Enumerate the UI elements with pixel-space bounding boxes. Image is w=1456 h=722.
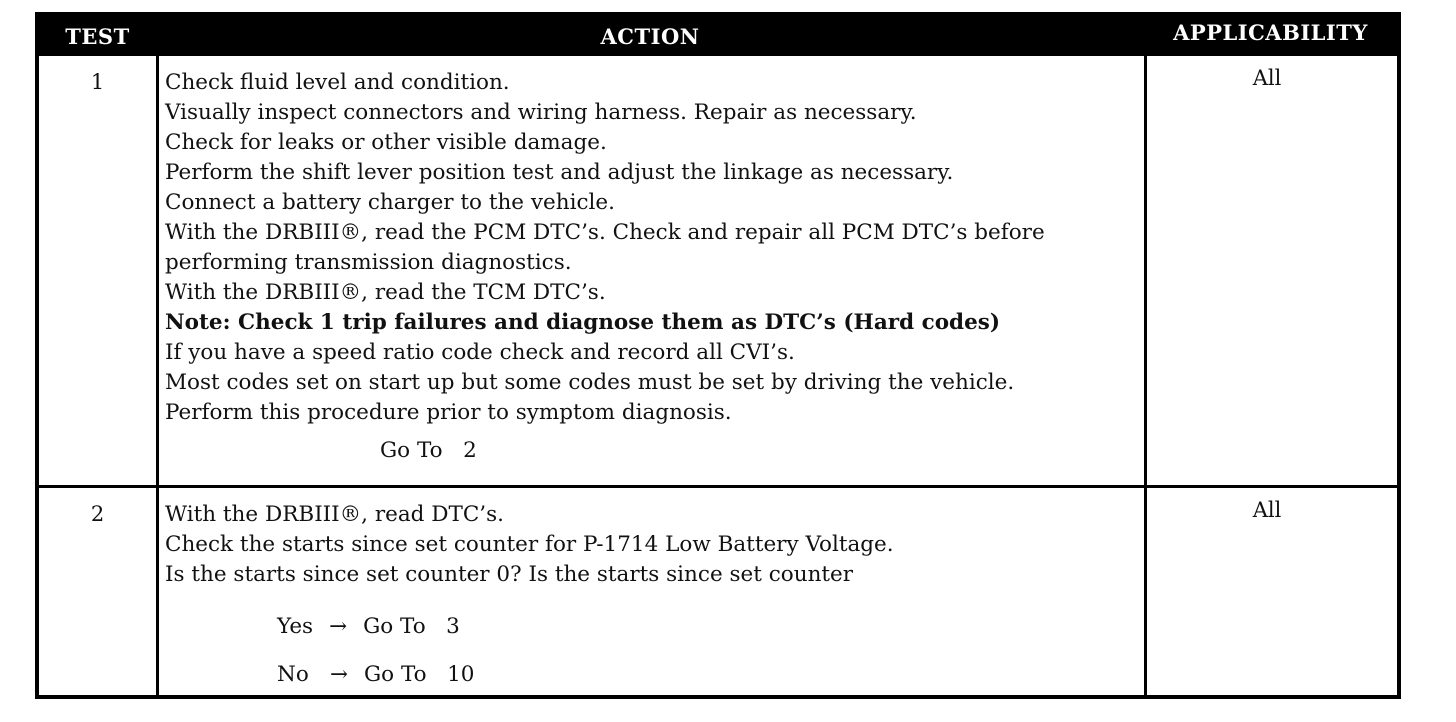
action-cell-1 [156,56,1144,485]
goto-10: Go To 10 [364,662,475,687]
goto-2: Go To 2 [380,438,477,463]
test-number-2: 2 [39,485,156,695]
action-line: Check fluid level and condition. [165,70,510,95]
action-line: With the DRBIII®, read DTC’s. [165,502,504,527]
action-line: Check the starts since set counter for P-1714 Low Battery Voltage. [165,532,894,557]
action-line: Most codes set on start up but some codes must be set by driving the vehicle. [165,370,1015,395]
branch-no [277,660,1144,690]
header-applicability: APPLICABILITY [1144,16,1397,56]
goto-3: Go To 3 [363,614,460,639]
action-line: Check for leaks or other visible damage. [165,130,607,155]
header-test: TEST [39,16,156,56]
action-line: Is the starts since set counter 0? Is the starts since set counter [165,562,854,587]
action-cell-2 [156,485,1144,695]
action-line: performing transmission diagnostics. [165,250,572,275]
answer-no: No [277,662,309,687]
action-line: Perform the shift lever position test and adjust the linkage as necessary. [165,160,954,185]
action-line: Visually inspect connectors and wiring harness. Repair as necessary. [165,100,917,125]
applicability-2: All [1144,485,1397,695]
applicability-1: All [1144,56,1397,485]
action-line: With the DRBIII®, read the PCM DTC’s. Check and repair all PCM DTC’s before [165,220,1045,245]
diagnostic-test-table [35,12,1401,699]
action-line: If you have a speed ratio code check and record all CVI’s. [165,340,795,365]
header-action: ACTION [156,16,1144,56]
arrow-right-icon: → [329,614,348,639]
action-line: Perform this procedure prior to symptom diagnosis. [165,400,732,425]
action-line: With the DRBIII®, read the TCM DTC’s. [165,280,606,305]
branch-yes [277,612,1144,642]
answer-yes: Yes [277,614,314,639]
action-line: Connect a battery charger to the vehicle. [165,190,615,215]
note-line: Note: Check 1 trip failures and diagnose them as DTC’s (Hard codes) [165,310,1001,335]
arrow-right-icon: → [329,662,348,687]
test-number-1: 1 [90,70,105,94]
